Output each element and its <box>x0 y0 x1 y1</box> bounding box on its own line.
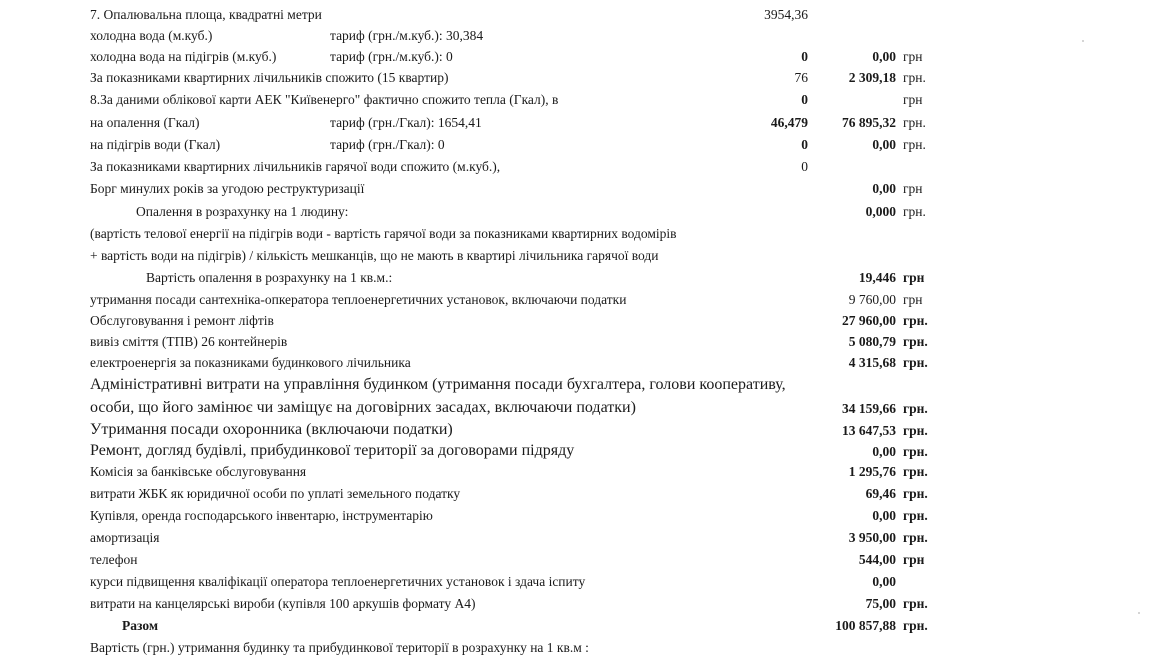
row-elevators <box>0 312 1160 334</box>
row-land-tax <box>0 485 1160 507</box>
row-unit: грн. <box>903 530 928 545</box>
row-formula-line-2 <box>0 247 1160 269</box>
row-unit: грн. <box>903 464 928 479</box>
row-label: 8.За даними облікової карти АЕК "Київенерго" фактично спожито тепла (Гкал), в <box>90 92 559 107</box>
row-unit: грн. <box>903 115 926 130</box>
row-tariff: тариф (грн./м.куб.): 0 <box>330 49 453 64</box>
row-label: холодна вода (м.куб.) <box>90 28 213 43</box>
row-unit: грн <box>903 49 923 64</box>
row-label: Обслуговування і ремонт ліфтів <box>90 313 274 328</box>
row-cold-water <box>0 27 1160 49</box>
row-unit: грн. <box>903 486 928 501</box>
row-heating-per-sqm <box>0 269 1160 291</box>
row-label: холодна вода на підігрів (м.куб.) <box>90 49 277 64</box>
row-unit: грн <box>903 292 923 307</box>
row-quantity: 76 <box>794 70 808 85</box>
row-label: Ремонт, догляд будівлі, прибудинкової території за договорами підряду <box>90 442 575 459</box>
row-label: Разом <box>122 618 159 633</box>
row-amount: 0,00 <box>872 574 896 589</box>
cropped-previous-line <box>90 0 810 3</box>
row-label: особи, що його замінює чи заміщує на договірних засадах, включаючи податки) <box>90 399 636 416</box>
scan-speck <box>1138 612 1140 614</box>
row-unit: грн. <box>903 355 928 370</box>
row-label: 7. Опалювальна площа, квадратні метри <box>90 7 322 22</box>
row-amount: 19,446 <box>858 270 896 285</box>
row-label: на опалення (Гкал) <box>90 115 200 130</box>
row-label: Вартість (грн.) утримання будинку та прибудинкової території в розрахунку на 1 кв.м : <box>90 640 589 655</box>
row-amount: 13 647,53 <box>842 423 896 438</box>
row-depreciation <box>0 529 1160 551</box>
row-quantity: 46,479 <box>770 115 808 130</box>
row-unit: грн. <box>903 70 926 85</box>
row-amount: 100 857,88 <box>835 618 896 633</box>
row-label: За показниками квартирних лічильників гарячої води спожито (м.куб.), <box>90 159 501 174</box>
row-amount: 27 960,00 <box>842 313 896 328</box>
row-label: на підігрів води (Гкал) <box>90 137 221 152</box>
row-label: Адміністративні витрати на управління будинком (утримання посади бухгалтера, голови кооперативу, <box>90 376 786 393</box>
row-amount: 75,00 <box>865 596 896 611</box>
row-tariff: тариф (грн./Гкал): 0 <box>330 137 445 152</box>
row-bank-fees <box>0 463 1160 485</box>
row-total <box>0 617 1160 639</box>
row-water-heating-gcal <box>0 136 1160 158</box>
scan-speck <box>1082 40 1084 42</box>
row-label: курси підвищення кваліфікації оператора теплоенергетичних установок і здача іспиту <box>90 574 586 589</box>
row-label: витрати ЖБК як юридичної особи по уплаті земельного податку <box>90 486 461 501</box>
row-quantity: 0 <box>801 92 808 107</box>
row-amount: 1 295,76 <box>848 464 896 479</box>
row-amount: 4 315,68 <box>848 355 896 370</box>
row-hot-water-meters <box>0 158 1160 180</box>
row-formula-line-1 <box>0 225 1160 247</box>
row-amount: 0,000 <box>865 204 896 219</box>
row-amount: 544,00 <box>858 552 896 567</box>
row-quantity: 0 <box>801 49 808 64</box>
row-amount: 0,00 <box>872 181 896 196</box>
row-label: Комісія за банківське обслуговування <box>90 464 307 479</box>
row-amount: 9 760,00 <box>848 292 896 307</box>
row-unit: грн <box>903 92 923 107</box>
row-label: (вартість телової енергії на підігрів води - вартість гарячої води за показниками квартирних водомірів <box>90 226 677 241</box>
row-training-courses <box>0 573 1160 595</box>
row-label: Борг минулих років за угодою реструктуризації <box>90 181 365 196</box>
row-quantity: 0 <box>801 137 808 152</box>
row-admin-expenses-line-2 <box>0 398 1160 420</box>
row-tariff: тариф (грн./Гкал): 1654,41 <box>330 115 482 130</box>
row-unit: грн. <box>903 618 928 633</box>
row-label: Опалення в розрахунку на 1 людину: <box>136 204 349 219</box>
row-label: Утримання посади охоронника (включаючи податки) <box>90 421 453 438</box>
row-debt <box>0 180 1160 202</box>
row-quantity: 3954,36 <box>764 7 808 22</box>
row-label: утримання посади сантехніка-опкератора теплоенергетичних установок, включаючи податки <box>90 292 627 307</box>
row-admin-expenses-line-1 <box>0 375 1160 397</box>
row-amount: 0,00 <box>872 508 896 523</box>
row-heating-gcal <box>0 114 1160 136</box>
row-amount: 5 080,79 <box>848 334 896 349</box>
row-unit: грн. <box>903 204 926 219</box>
row-unit: грн. <box>903 508 928 523</box>
row-garbage <box>0 333 1160 355</box>
row-label: За показниками квартирних лічильників спожито (15 квартир) <box>90 70 449 85</box>
row-amount: 0,00 <box>872 137 896 152</box>
row-unit: грн <box>903 552 925 567</box>
row-electricity <box>0 354 1160 376</box>
row-label: Купівля, оренда господарського інвентарю, інструментарію <box>90 508 433 523</box>
row-label: телефон <box>90 552 138 567</box>
row-label: вивіз сміття (ТПВ) 26 контейнерів <box>90 334 288 349</box>
row-unit: грн. <box>903 401 928 416</box>
row-heating-per-person <box>0 203 1160 225</box>
row-unit: грн. <box>903 596 928 611</box>
row-unit: грн. <box>903 137 926 152</box>
row-inventory <box>0 507 1160 529</box>
row-plumber-salary <box>0 291 1160 313</box>
row-label: Вартість опалення в розрахунку на 1 кв.м.: <box>146 270 393 285</box>
row-amount: 0,00 <box>872 49 896 64</box>
row-label: + вартість води на підігрів) / кількість мешканців, що не мають в квартирі лічильника гарячої води <box>90 248 659 263</box>
row-amount: 76 895,32 <box>842 115 896 130</box>
row-quantity: 0 <box>801 159 808 174</box>
row-amount: 0,00 <box>872 444 896 459</box>
row-label: амортизація <box>90 530 160 545</box>
row-amount: 2 309,18 <box>848 70 896 85</box>
cropped-previous-value <box>900 0 916 3</box>
row-unit: грн. <box>903 313 928 328</box>
row-tariff: тариф (грн./м.куб.): 30,384 <box>330 28 484 43</box>
row-unit: грн <box>903 181 923 196</box>
row-heat-consumption <box>0 91 1160 113</box>
row-security-guard <box>0 420 1160 442</box>
row-cost-per-sqm <box>0 639 1160 661</box>
row-heated-area <box>0 6 1160 28</box>
row-unit: грн. <box>903 444 928 459</box>
row-telephone <box>0 551 1160 573</box>
row-label: витрати на канцелярські вироби (купівля 100 аркушів формату А4) <box>90 596 476 611</box>
row-amount: 69,46 <box>865 486 896 501</box>
row-unit: грн. <box>903 423 928 438</box>
row-stationery <box>0 595 1160 617</box>
row-amount: 3 950,00 <box>848 530 896 545</box>
row-label: електроенергія за показниками будинкового лічильника <box>90 355 411 370</box>
row-unit: грн. <box>903 334 928 349</box>
row-amount: 34 159,66 <box>842 401 896 416</box>
row-apartment-meters <box>0 69 1160 91</box>
row-cold-water-heating <box>0 48 1160 70</box>
row-building-repair <box>0 441 1160 463</box>
row-unit: грн <box>903 270 925 285</box>
